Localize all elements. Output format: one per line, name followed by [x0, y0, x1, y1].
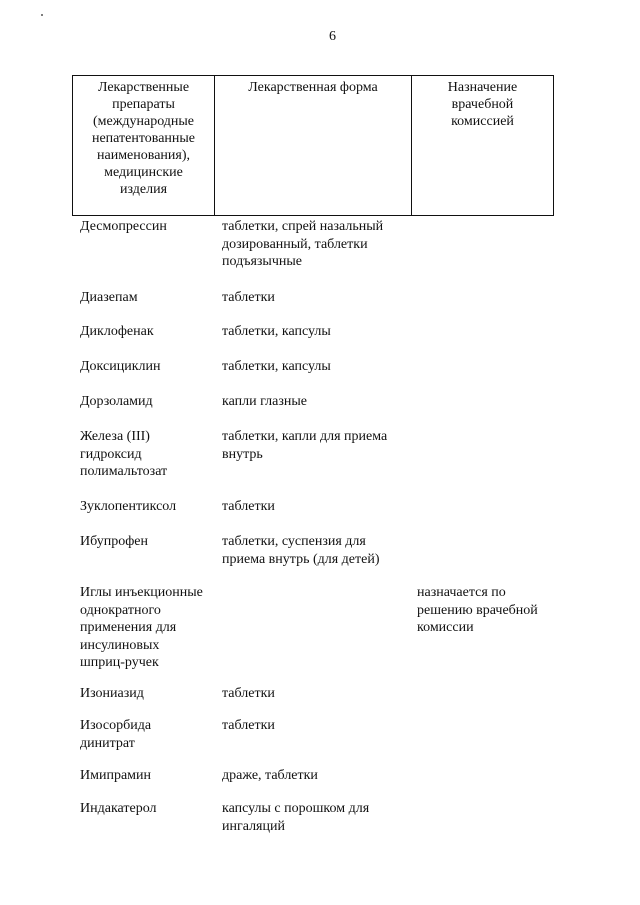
row-name-cell: Иглы инъекционные однократного применения для инсулиновых шприц-ручек — [80, 585, 203, 670]
header-form-label: Лекарственная форма — [248, 80, 378, 95]
row-name-cell: Диазепам — [80, 290, 138, 305]
row-form-cell: таблетки, спрей назальный дозированный, таблетки подъязычные — [222, 219, 384, 269]
row-name-cell: Доксициклин — [80, 359, 161, 374]
row-name-cell: Имипрамин — [80, 768, 152, 783]
row-form-cell: таблетки — [222, 718, 275, 733]
row-name-cell: Зуклопентиксол — [80, 499, 177, 514]
header-cell-commission — [412, 76, 553, 215]
row-form-cell: таблетки — [222, 686, 275, 701]
page-number: 6 — [329, 29, 336, 44]
row-name-cell: Ибупрофен — [80, 534, 148, 549]
row-name-cell: Изосорбида динитрат — [80, 718, 152, 751]
row-form-cell: таблетки, капли для приема внутрь — [222, 429, 388, 462]
row-name-cell: Диклофенак — [80, 324, 154, 339]
row-name-cell: Десмопрессин — [80, 219, 167, 234]
header-cell-drugs — [73, 76, 215, 215]
row-name-cell: Индакатерол — [80, 801, 157, 816]
table-header — [72, 75, 554, 216]
header-commission-label: Назначение врачебной комиссией — [447, 80, 518, 129]
row-name-cell: Изониазид — [80, 686, 144, 701]
scan-speck — [41, 14, 43, 16]
header-cell-form — [215, 76, 412, 215]
row-form-cell: драже, таблетки — [222, 768, 318, 783]
row-form-cell: таблетки — [222, 499, 275, 514]
row-commission-cell: назначается по решению врачебной комиссии — [417, 585, 538, 635]
row-form-cell: капсулы с порошком для ингаляций — [222, 801, 370, 834]
row-form-cell: таблетки, суспензия для приема внутрь (для детей) — [222, 534, 380, 567]
row-name-cell: Железа (III) гидроксид полимальтозат — [80, 429, 168, 479]
row-form-cell: таблетки — [222, 290, 275, 305]
row-name-cell: Дорзоламид — [80, 394, 153, 409]
header-drugs-label: Лекарственные препараты (международные непатентованные наименования), медицинские изделия — [91, 80, 196, 197]
row-form-cell: таблетки, капсулы — [222, 359, 331, 374]
row-form-cell: таблетки, капсулы — [222, 324, 331, 339]
row-form-cell: капли глазные — [222, 394, 307, 409]
